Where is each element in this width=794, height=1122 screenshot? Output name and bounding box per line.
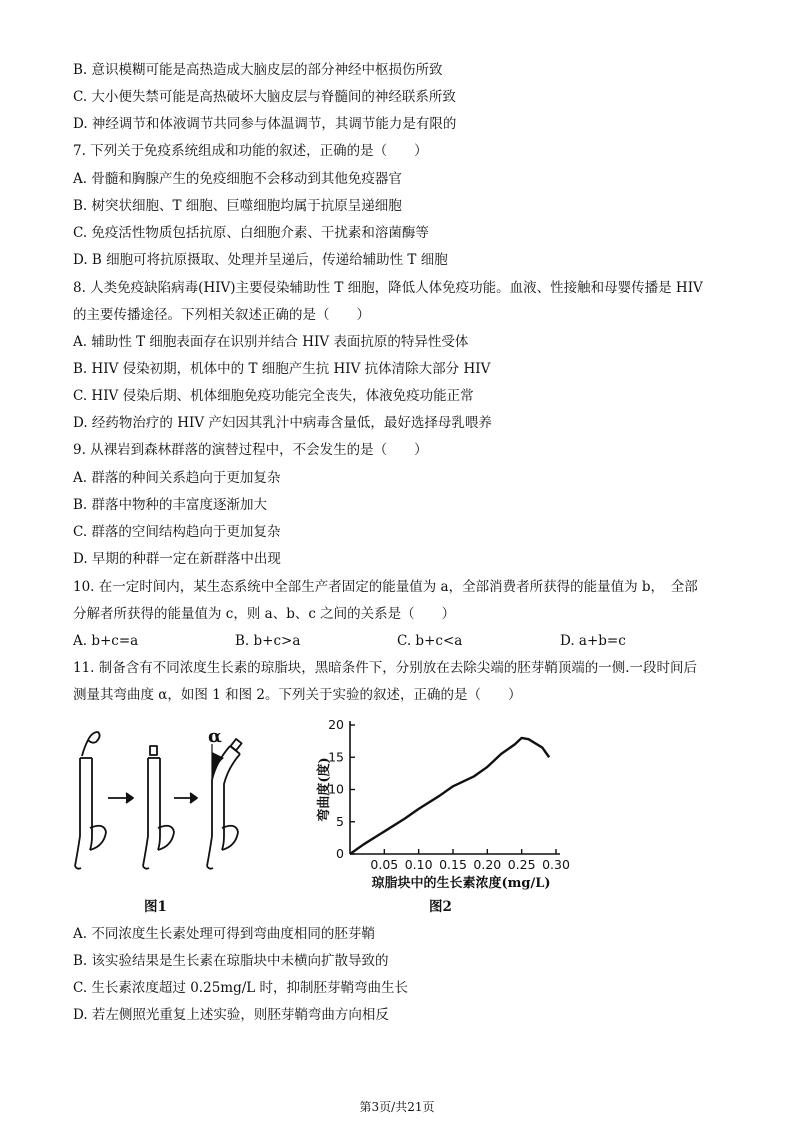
question-9-option-b: B. 群落中物种的丰富度逐渐加大 [73,497,268,513]
x-tick-label: 0.30 [542,857,570,872]
question-8-option-a: A. 辅助性 T 细胞表面存在识别并结合 HIV 表面抗原的特异性受体 [73,334,469,350]
y-tick-label: 10 [328,781,344,797]
y-tick-label: 0 [336,846,344,861]
x-tick-label: 0.10 [404,857,433,872]
y-tick-label: 15 [328,749,344,765]
y-tick-label: 5 [336,813,344,829]
question-9-stem: 9. 从裸岩到森林群落的演替过程中，不会发生的是（ ） [73,442,428,458]
question-7-stem: 7. 下列关于免疫系统组成和功能的叙述，正确的是（ ） [73,143,428,159]
question-11-option-c: C. 生长素浓度超过 0.25mg/L 时，抑制胚芽鞘弯曲生长 [73,980,409,996]
x-tick-label: 0.20 [473,857,502,872]
question-7-option-c: C. 免疫活性物质包括抗原、白细胞介素、干扰素和溶菌酶等 [73,225,429,241]
question-8-option-c: C. HIV 侵染后期、机体细胞免疫功能完全丧失，体液免疫功能正常 [73,388,474,404]
angle-label: α [208,726,222,747]
x-tick-label: 0.15 [439,857,467,872]
text-line: B. 意识模糊可能是高热造成大脑皮层的部分神经中枢损伤所致 [73,62,443,78]
y-tick-label: 20 [328,717,344,732]
figure-2-caption: 图2 [429,899,452,915]
figure-1-caption: 图1 [144,899,167,915]
question-10-option-a: A. b+c=a [73,633,139,649]
text-line: D. 神经调节和体液调节共同参与体温调节，其调节能力是有限的 [73,116,457,132]
series-line [350,738,549,854]
question-9-option-a: A. 群落的种间关系趋向于更加复杂 [73,470,281,486]
question-8-option-d: D. 经药物治疗的 HIV 产妇因其乳汁中病毒含量低，最好选择母乳喂养 [73,415,492,431]
question-11-option-a: A. 不同浓度生长素处理可得到弯曲度相同的胚芽鞘 [73,926,375,942]
question-11-stem-cont: 测量其弯曲度 α，如图 1 和图 2。下列关于实验的叙述，正确的是（ ） [73,687,522,703]
question-10-option-d: D. a+b=c [560,633,626,649]
x-tick-label: 0.25 [507,857,536,872]
text-line: C. 大小便失禁可能是高热破坏大脑皮层与脊髓间的神经联系所致 [73,89,456,105]
figure-2-chart [310,716,570,896]
figure-1-illustration [70,718,260,883]
x-axis-label: 琼脂块中的生长素浓度(mg/L) [371,876,551,891]
question-9-option-d: D. 早期的种群一定在新群落中出现 [73,551,281,567]
question-10-stem-cont: 分解者所获得的能量值为 c，则 a、b、c 之间的关系是（ ） [73,606,456,622]
question-8-stem-cont: 的主要传播途径。下列相关叙述正确的是（ ） [73,307,370,323]
coleoptile-1 [75,732,106,869]
question-11-option-b: B. 该实验结果是生长素在琼脂块中未横向扩散导致的 [73,953,389,969]
x-tick-label: 0.05 [370,857,399,872]
question-10-option-c: C. b+c<a [397,633,463,649]
question-8-option-b: B. HIV 侵染初期，机体中的 T 细胞产生抗 HIV 抗体清除大部分 HIV [73,361,491,377]
question-7-option-a: A. 骨髓和胸腺产生的免疫细胞不会移动到其他免疫器官 [73,171,402,187]
y-axis-label: 弯曲度(度) [317,757,332,822]
question-9-option-c: C. 群落的空间结构趋向于更加复杂 [73,524,281,540]
question-7-option-b: B. 树突状细胞、T 细胞、巨噬细胞均属于抗原呈递细胞 [73,198,402,214]
question-7-option-d: D. B 细胞可将抗原摄取、处理并呈递后，传递给辅助性 T 细胞 [73,252,448,268]
question-11-option-d: D. 若左侧照光重复上述实验，则胚芽鞘弯曲方向相反 [73,1007,389,1023]
question-10-option-b: B. b+c>a [235,633,301,649]
question-10-stem: 10. 在一定时间内，某生态系统中全部生产者固定的能量值为 a，全部消费者所获得的能量值为 b， 全部 [73,579,698,595]
question-8-stem: 8. 人类免疫缺陷病毒(HIV)主要侵染辅助性 T 细胞，降低人体免疫功能。血液、性接触和母婴传播是 HIV [73,280,703,296]
page-footer: 第3页/共21页 [359,1100,435,1114]
coleoptile-2 [143,746,174,869]
question-11-stem: 11. 制备含有不同浓度生长素的琼脂块，黑暗条件下，分别放在去除尖端的胚芽鞘顶端的一侧.一段时间后 [73,660,698,676]
